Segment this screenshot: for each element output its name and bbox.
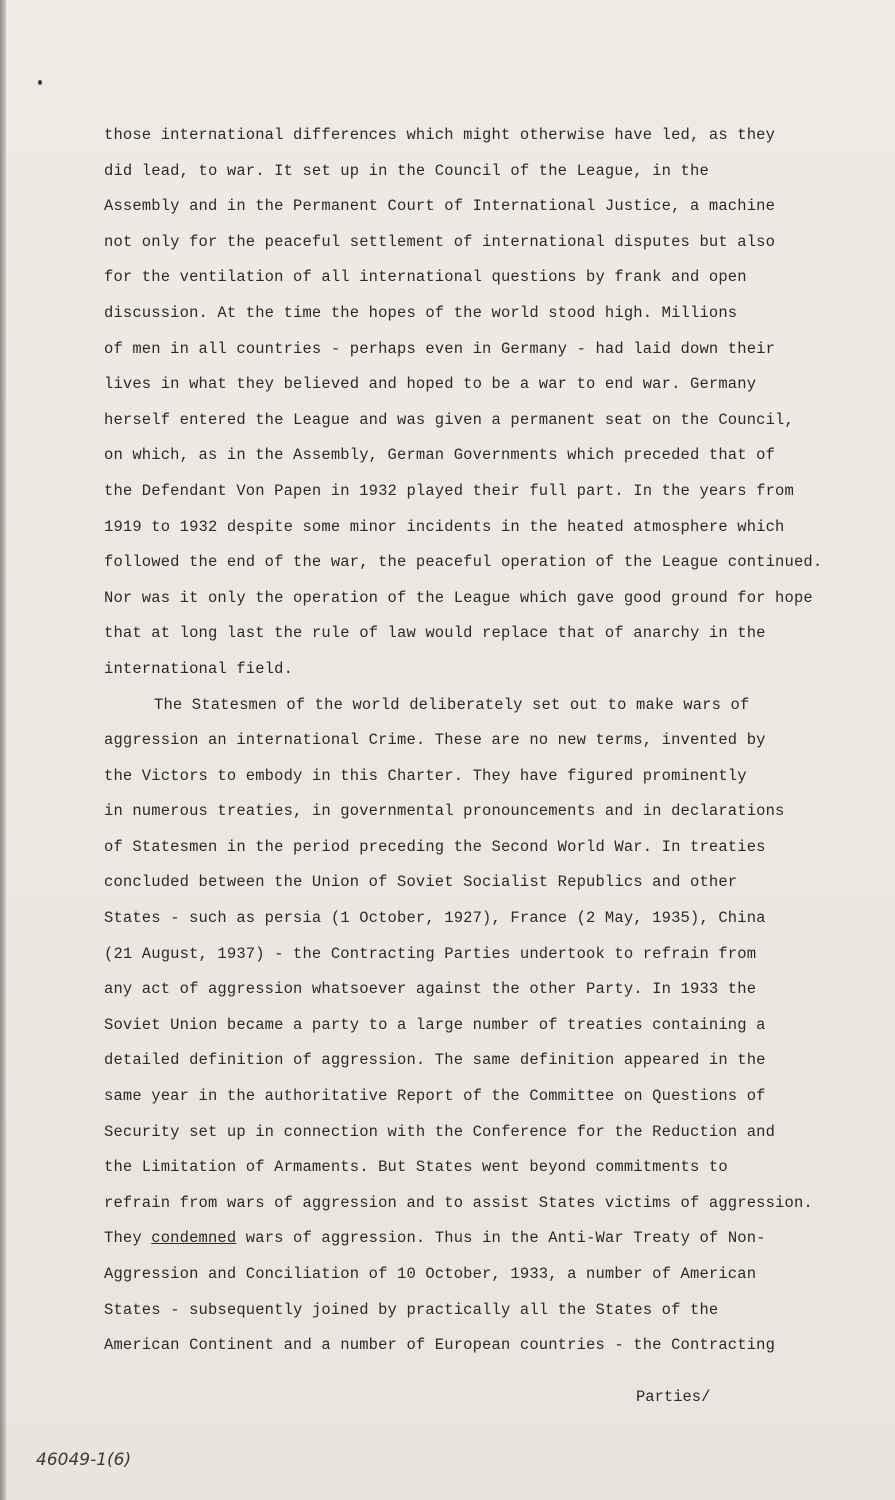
page-reference-number: 46049-1(6) <box>36 1450 132 1470</box>
ink-dot <box>38 80 42 85</box>
text-line: herself entered the League and was given a permanent seat on the Council, <box>104 410 794 429</box>
text-line: did lead, to war. It set up in the Council of the League, in the <box>104 161 709 180</box>
text-line: discussion. At the time the hopes of the world stood high. Millions <box>104 303 738 322</box>
text-line: of men in all countries - perhaps even in Germany - had laid down their <box>104 339 776 358</box>
catchword: Parties/ <box>636 1388 711 1406</box>
text-line: aggression an international Crime. These are no new terms, invented by <box>104 731 766 750</box>
text-line: Nor was it only the operation of the League which gave good ground for hope <box>104 588 813 607</box>
text-line: same year in the authoritative Report of the Committee on Questions of <box>104 1087 766 1106</box>
text-line <box>104 1221 844 1257</box>
text-line: international field. <box>104 659 294 678</box>
underlined-word: condemned <box>151 1229 237 1248</box>
text-line: for the ventilation of all international questions by frank and open <box>104 268 747 287</box>
text-segment: They <box>104 1229 152 1248</box>
text-line: American Continent and a number of European countries - the Contracting <box>104 1336 776 1355</box>
text-line: the Limitation of Armaments. But States went beyond commitments to <box>104 1158 728 1177</box>
text-line: detailed definition of aggression. The same definition appeared in the <box>104 1051 766 1070</box>
text-line: concluded between the Union of Soviet Socialist Republics and other <box>104 873 738 892</box>
text-line: those international differences which might otherwise have led, as they <box>104 126 776 144</box>
text-line: in numerous treaties, in governmental pronouncements and in declarations <box>104 802 785 821</box>
text-line: (21 August, 1937) - the Contracting Parties undertook to refrain from <box>104 944 757 963</box>
text-line: followed the end of the war, the peaceful operation of the League continued. <box>104 553 823 572</box>
text-line: 1919 to 1932 despite some minor incidents in the heated atmosphere which <box>104 517 785 536</box>
text-line: States - subsequently joined by practically all the States of the <box>104 1300 719 1319</box>
text-line: States - such as persia (1 October, 1927), France (2 May, 1935), China <box>104 909 766 928</box>
paragraph-start-line: The Statesmen of the world deliberately set out to make wars of <box>154 695 750 714</box>
text-segment: wars of aggression. Thus in the Anti-War Treaty of Non- <box>236 1229 766 1248</box>
text-line: of Statesmen in the period preceding the Second World War. In treaties <box>104 837 766 856</box>
page-edge-shadow <box>0 0 6 1500</box>
text-line: any act of aggression whatsoever against the other Party. In 1933 the <box>104 980 757 999</box>
text-line: Assembly and in the Permanent Court of International Justice, a machine <box>104 197 776 216</box>
text-line: on which, as in the Assembly, German Governments which preceded that of <box>104 446 776 465</box>
text-line: Aggression and Conciliation of 10 October, 1933, a number of American <box>104 1265 757 1283</box>
text-line: lives in what they believed and hoped to be a war to end war. Germany <box>104 375 757 394</box>
text-line: Soviet Union became a party to a large number of treaties containing a <box>104 1015 766 1034</box>
text-line: refrain from wars of aggression and to assist States victims of aggression. <box>104 1193 813 1212</box>
text-line: Security set up in connection with the Conference for the Reduction and <box>104 1122 776 1141</box>
text-line: that at long last the rule of law would replace that of anarchy in the <box>104 624 766 643</box>
text-line: the Defendant Von Papen in 1932 played their full part. In the years from <box>104 481 794 500</box>
text-line: the Victors to embody in this Charter. They have figured prominently <box>104 766 747 785</box>
text-line: not only for the peaceful settlement of international disputes but also <box>104 232 776 251</box>
typed-body-text <box>104 118 844 1364</box>
